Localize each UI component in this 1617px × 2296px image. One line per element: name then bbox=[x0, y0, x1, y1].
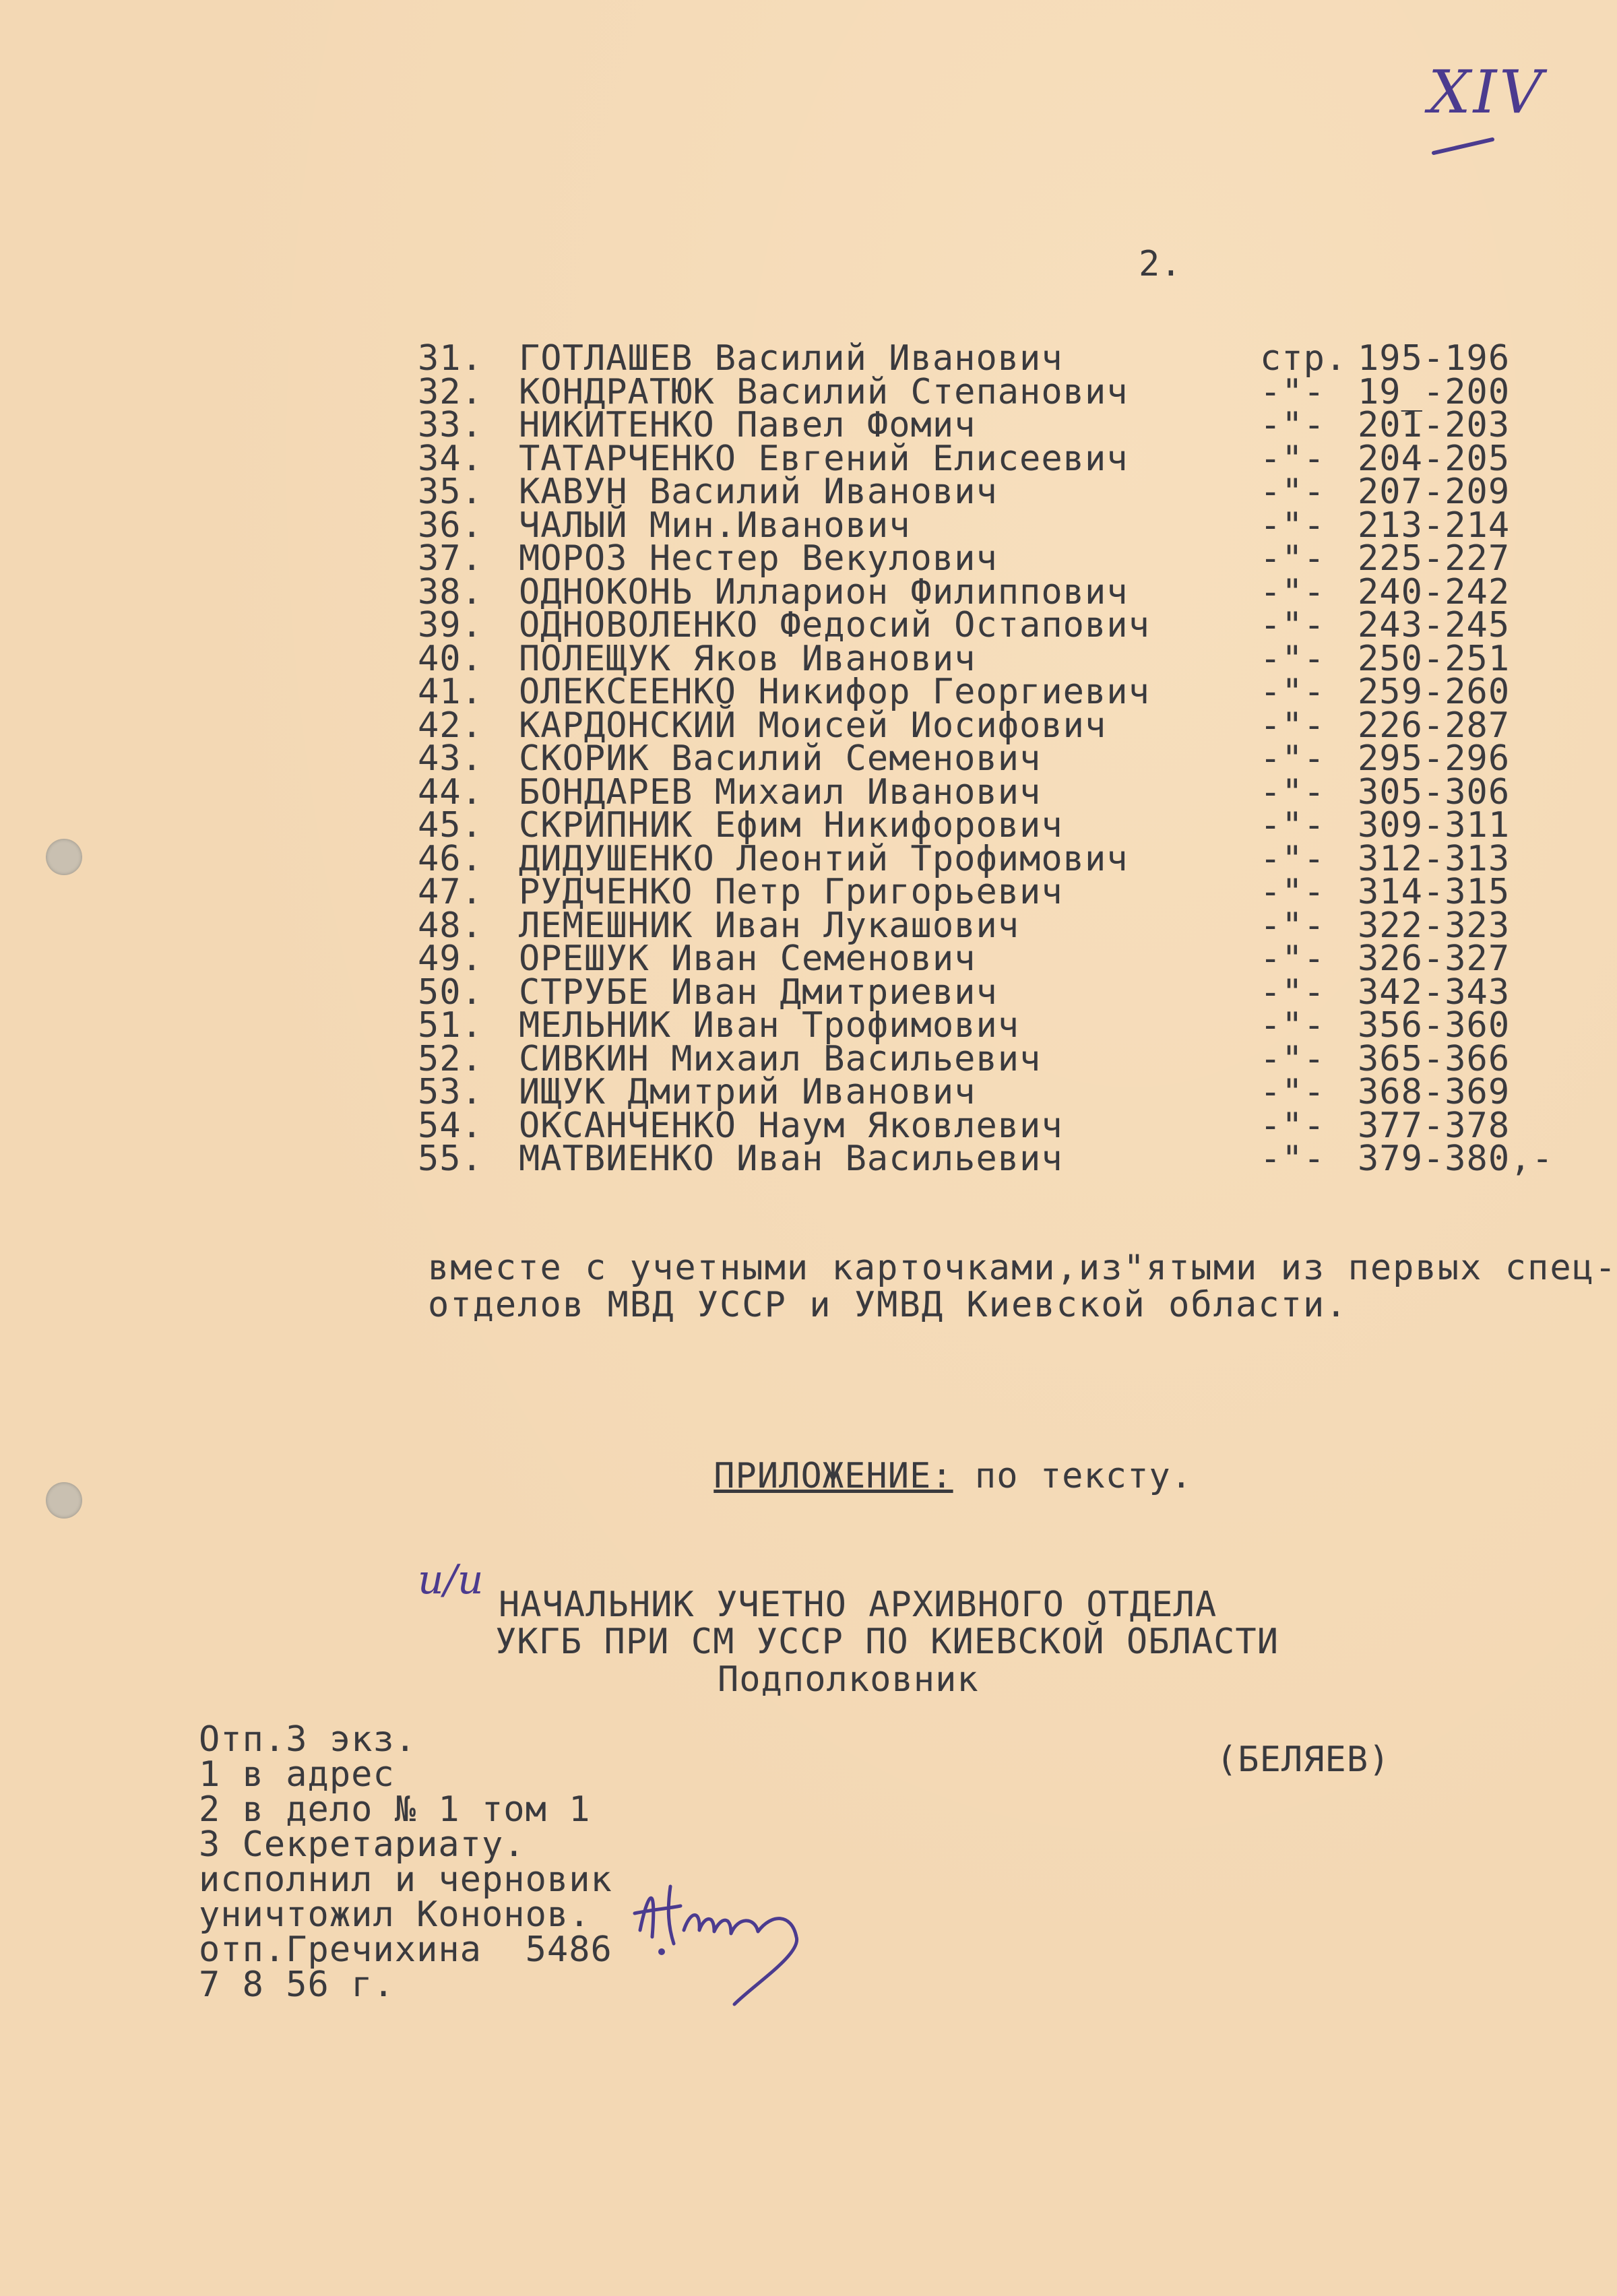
entry-number: 50. bbox=[418, 971, 483, 1013]
entry-number: 47. bbox=[418, 872, 483, 912]
entry-number: 49. bbox=[418, 938, 483, 979]
entry-name: КАВУН Василий Иванович bbox=[519, 472, 998, 512]
distribution-line: 1 в адрес bbox=[199, 1754, 395, 1795]
entry-number: 37. bbox=[418, 538, 483, 579]
entry-page-prefix: -"- bbox=[1260, 1072, 1325, 1112]
appendix-text: по тексту. bbox=[953, 1456, 1193, 1496]
entry-pages: 207-209 bbox=[1358, 472, 1511, 512]
entry-number: 35. bbox=[418, 472, 483, 512]
entry-row bbox=[418, 905, 1529, 946]
entry-row bbox=[418, 371, 1529, 412]
entry-name: СТРУБЕ Иван Дмитриевич bbox=[519, 971, 998, 1013]
entry-number: 52. bbox=[418, 1038, 483, 1079]
entry-name: МЕЛЬНИК Иван Трофимович bbox=[519, 1005, 1020, 1046]
entry-page-prefix: -"- bbox=[1260, 605, 1325, 645]
entry-name: НИКИТЕНКО Павел Фомич bbox=[519, 405, 976, 445]
entry-name: ЧАЛЫЙ Мин.Иванович bbox=[519, 505, 911, 546]
page-number: 2. bbox=[1139, 244, 1182, 284]
corner-mark-underline bbox=[1428, 131, 1502, 158]
entry-pages: 295-296 bbox=[1358, 738, 1511, 779]
entry-pages: 309-311 bbox=[1358, 805, 1511, 846]
entry-page-prefix: -"- bbox=[1260, 571, 1325, 612]
entry-page-prefix: -"- bbox=[1260, 738, 1325, 779]
entry-page-prefix: -"- bbox=[1260, 638, 1325, 679]
entry-page-prefix: -"- bbox=[1260, 1105, 1325, 1146]
entry-number: 44. bbox=[418, 771, 483, 812]
entry-row bbox=[418, 472, 1529, 512]
entry-row bbox=[418, 771, 1529, 812]
handwritten-signature bbox=[620, 1849, 876, 2018]
entry-page-prefix: -"- bbox=[1260, 838, 1325, 879]
entry-row bbox=[418, 505, 1529, 546]
entry-row bbox=[418, 1105, 1529, 1146]
appendix-label: ПРИЛОЖЕНИЕ: bbox=[714, 1456, 953, 1496]
entry-row bbox=[418, 1005, 1529, 1046]
signatory-title-1: НАЧАЛЬНИК УЧЕТНО АРХИВНОГО ОТДЕЛА bbox=[499, 1585, 1217, 1625]
entry-page-prefix: -"- bbox=[1260, 1005, 1325, 1046]
entry-row bbox=[418, 838, 1529, 879]
entry-page-prefix: -"- bbox=[1260, 405, 1325, 445]
entry-number: 51. bbox=[418, 1005, 483, 1046]
entry-page-prefix: -"- bbox=[1260, 438, 1325, 479]
entry-number: 54. bbox=[418, 1105, 483, 1146]
entry-pages: 19_-200 bbox=[1358, 371, 1511, 412]
entry-row bbox=[418, 805, 1529, 846]
entry-pages: 225-227 bbox=[1358, 538, 1511, 579]
entry-name: ЛЕМЕШНИК Иван Лукашович bbox=[519, 905, 1020, 946]
entry-row bbox=[418, 1072, 1529, 1112]
body-text-line-2: отделов МВД УССР и УМВД Киевской области. bbox=[428, 1285, 1348, 1325]
entry-pages: 213-214 bbox=[1358, 505, 1511, 546]
entry-name: МОРОЗ Нестер Векулович bbox=[519, 538, 998, 579]
entry-page-prefix: -"- bbox=[1260, 905, 1325, 946]
entry-pages: 250-251 bbox=[1358, 638, 1511, 679]
entry-number: 31. bbox=[418, 338, 483, 379]
entry-pages: 342-343 bbox=[1358, 971, 1511, 1013]
entry-name: СКРИПНИК Ефим Никифорович bbox=[519, 805, 1063, 846]
entry-row bbox=[418, 672, 1529, 712]
entry-page-prefix: -"- bbox=[1260, 672, 1325, 712]
entry-pages: 195-196 bbox=[1358, 338, 1511, 379]
distribution-line: 3 Секретариату. bbox=[199, 1824, 526, 1865]
entry-number: 41. bbox=[418, 672, 483, 712]
signatory-name: (БЕЛЯЕВ) bbox=[1216, 1740, 1391, 1780]
entry-number: 42. bbox=[418, 705, 483, 746]
entry-row bbox=[418, 438, 1529, 479]
handwritten-prefix: и/и bbox=[418, 1556, 484, 1603]
signatory-title-2: УКГБ ПРИ СМ УССР ПО КИЕВСКОЙ ОБЛАСТИ bbox=[495, 1622, 1279, 1662]
entry-number: 55. bbox=[418, 1139, 483, 1179]
entry-number: 48. bbox=[418, 905, 483, 946]
entry-number: 53. bbox=[418, 1072, 483, 1112]
entry-row bbox=[418, 538, 1529, 579]
entry-name: ТАТАРЧЕНКО Евгений Елисеевич bbox=[519, 438, 1129, 479]
entry-pages: 377-378 bbox=[1358, 1105, 1511, 1146]
distribution-line: исполнил и черновик bbox=[199, 1859, 612, 1900]
entry-row bbox=[418, 638, 1529, 679]
entry-pages: 259-260 bbox=[1358, 672, 1511, 712]
entry-row bbox=[418, 571, 1529, 612]
entry-pages: 312-313 bbox=[1358, 838, 1511, 879]
entry-row bbox=[418, 705, 1529, 746]
entry-name: ОДНОВОЛЕНКО Федосий Остапович bbox=[519, 605, 1150, 645]
entry-name: КАРДОНСКИЙ Моисей Иосифович bbox=[519, 705, 1107, 746]
entry-pages: 365-366 bbox=[1358, 1038, 1511, 1079]
entry-page-prefix: -"- bbox=[1260, 872, 1325, 912]
entry-number: 39. bbox=[418, 605, 483, 645]
entry-name: ОРЕШУК Иван Семенович bbox=[519, 938, 976, 979]
entry-number: 32. bbox=[418, 371, 483, 412]
entry-name: СИВКИН Михаил Васильевич bbox=[519, 1038, 1042, 1079]
entry-number: 33. bbox=[418, 405, 483, 445]
distribution-line: отп.Гречихина 5486 bbox=[199, 1930, 612, 1970]
entry-page-prefix: стр. bbox=[1260, 338, 1348, 379]
entry-row bbox=[418, 938, 1529, 979]
entry-pages: 322-323 bbox=[1358, 905, 1511, 946]
entry-page-prefix: -"- bbox=[1260, 805, 1325, 846]
entry-row bbox=[418, 338, 1529, 379]
corner-mark-roman: XIV bbox=[1428, 57, 1545, 127]
entry-page-prefix: -"- bbox=[1260, 1139, 1325, 1179]
entry-row bbox=[418, 872, 1529, 912]
entry-page-prefix: -"- bbox=[1260, 371, 1325, 412]
distribution-line: 2 в дело № 1 том 1 bbox=[199, 1789, 591, 1830]
entry-row bbox=[418, 605, 1529, 645]
entry-row bbox=[418, 738, 1529, 779]
entry-name: МАТВИЕНКО Иван Васильевич bbox=[519, 1139, 1063, 1179]
body-text-line-1: вместе с учетными карточками,из"ятыми из первых спец- bbox=[428, 1248, 1617, 1288]
entry-name: ИЩУК Дмитрий Иванович bbox=[519, 1072, 976, 1112]
distribution-line: 7 8 56 г. bbox=[199, 1965, 395, 2005]
entry-page-prefix: -"- bbox=[1260, 538, 1325, 579]
entry-pages: 379-380,- bbox=[1358, 1139, 1554, 1179]
entry-number: 43. bbox=[418, 738, 483, 779]
entry-pages: 305-306 bbox=[1358, 771, 1511, 812]
distribution-line: уничтожил Кононов. bbox=[199, 1894, 591, 1935]
entry-pages: 226-287 bbox=[1358, 705, 1511, 746]
entry-pages: 201-203 bbox=[1358, 405, 1511, 445]
entry-number: 46. bbox=[418, 838, 483, 879]
distribution-line: Отп.3 экз. bbox=[199, 1719, 417, 1760]
entry-pages: 240-242 bbox=[1358, 571, 1511, 612]
entry-page-prefix: -"- bbox=[1260, 505, 1325, 546]
entry-number: 38. bbox=[418, 571, 483, 612]
entry-number: 45. bbox=[418, 805, 483, 846]
entry-name: СКОРИК Василий Семенович bbox=[519, 738, 1042, 779]
entry-name: ПОЛЕЩУК Яков Иванович bbox=[519, 638, 976, 679]
entry-number: 40. bbox=[418, 638, 483, 679]
entry-pages: 204-205 bbox=[1358, 438, 1511, 479]
entry-pages: 243-245 bbox=[1358, 605, 1511, 645]
entry-page-prefix: -"- bbox=[1260, 971, 1325, 1013]
entry-number: 34. bbox=[418, 438, 483, 479]
appendix-line bbox=[627, 1422, 1193, 1531]
signatory-rank: Подполковник bbox=[718, 1659, 979, 1700]
entry-name: ГОТЛАШЕВ Василий Иванович bbox=[519, 338, 1063, 379]
entry-name: БОНДАРЕВ Михаил Иванович bbox=[519, 771, 1042, 812]
punch-hole-top bbox=[46, 839, 82, 875]
entry-row bbox=[418, 405, 1529, 445]
entry-pages: 314-315 bbox=[1358, 872, 1511, 912]
entry-pages: 326-327 bbox=[1358, 938, 1511, 979]
entry-name: РУДЧЕНКО Петр Григорьевич bbox=[519, 872, 1063, 912]
entry-name: КОНДРАТЮК Василий Степанович bbox=[519, 371, 1129, 412]
entry-name: ОЛЕКСЕЕНКО Никифор Георгиевич bbox=[519, 672, 1150, 712]
entry-number: 36. bbox=[418, 505, 483, 546]
entry-page-prefix: -"- bbox=[1260, 938, 1325, 979]
entry-page-prefix: -"- bbox=[1260, 1038, 1325, 1079]
entry-name: ДИДУШЕНКО Леонтий Трофимович bbox=[519, 838, 1129, 879]
entry-row bbox=[418, 971, 1529, 1013]
entry-page-prefix: -"- bbox=[1260, 472, 1325, 512]
punch-hole-bottom bbox=[46, 1482, 82, 1519]
entry-row bbox=[418, 1139, 1554, 1179]
entry-name: ОКСАНЧЕНКО Наум Яковлевич bbox=[519, 1105, 1063, 1146]
entry-row bbox=[418, 1038, 1529, 1079]
entry-page-prefix: -"- bbox=[1260, 771, 1325, 812]
entry-pages: 368-369 bbox=[1358, 1072, 1511, 1112]
entry-page-prefix: -"- bbox=[1260, 705, 1325, 746]
entry-pages: 356-360 bbox=[1358, 1005, 1511, 1046]
entry-name: ОДНОКОНЬ Илларион Филиппович bbox=[519, 571, 1129, 612]
